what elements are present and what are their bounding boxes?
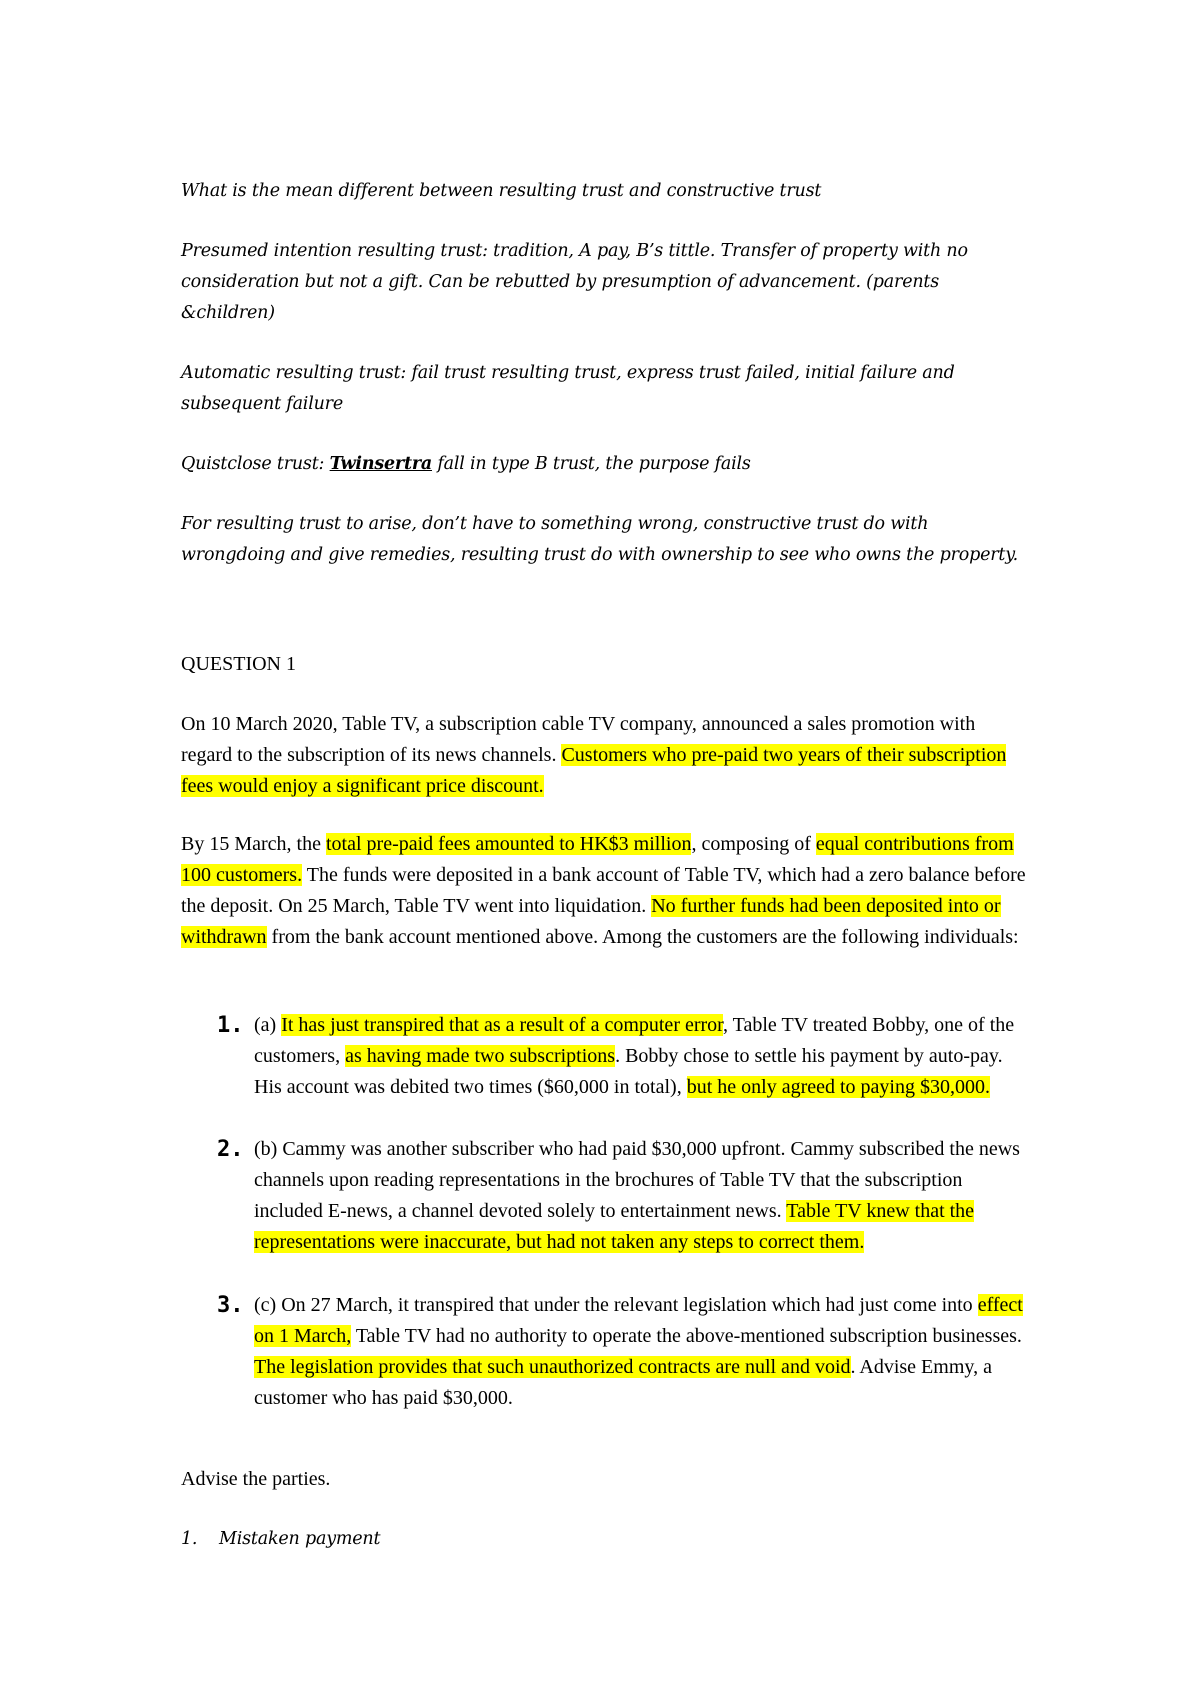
item-c-highlight-2: The legislation provides that such unauthorized contracts are null and void bbox=[254, 1356, 851, 1378]
item-a-text-c: . Bobby chose to settle his payment by auto-pay. His account was debited two times ($60,000 in total), bbox=[254, 1045, 1003, 1098]
q1-highlight: Customers who pre-paid two years of their subscription fees would enjoy a significant price discount. bbox=[181, 744, 1007, 797]
item-c-highlight-1: effect on 1 March, bbox=[254, 1294, 1023, 1347]
notes-quistclose bbox=[181, 449, 1031, 480]
item-c-text-b: Table TV had no authority to operate the above-mentioned subscription businesses. bbox=[351, 1325, 1022, 1347]
quistclose-prefix: Quistclose trust: bbox=[181, 454, 330, 474]
question-paragraph-2 bbox=[181, 829, 1031, 953]
item-a-highlight-1: It has just transpired that as a result of a computer error bbox=[281, 1014, 724, 1036]
q1-text: On 10 March 2020, Table TV, a subscription cable TV company, announced a sales promotion with regard to the subscription of its news channels. bbox=[181, 713, 976, 766]
advise-parties: Advise the parties. bbox=[181, 1468, 331, 1490]
q2-highlight-1: total pre-paid fees amounted to HK$3 million bbox=[325, 833, 692, 855]
case-name-twinsertra: Twinsertra bbox=[329, 454, 432, 474]
answer-heading bbox=[181, 1524, 1031, 1555]
item-a-text: (a) bbox=[254, 1014, 282, 1036]
notes-heading: What is the mean different between resulting trust and constructive trust bbox=[181, 181, 822, 201]
q2-text-d: from the bank account mentioned above. Among the customers are the following individuals: bbox=[266, 926, 1019, 948]
item-a-highlight-2: as having made two subscriptions bbox=[345, 1045, 616, 1067]
notes-presumed-intention: Presumed intention resulting trust: tradition, A pay, B’s tittle. Transfer of property with no consideration but not a gift. Can be rebutted by presumption of advancement. (parents &children) bbox=[181, 241, 968, 323]
list-item-text bbox=[254, 1290, 1029, 1414]
list-number: 3. bbox=[217, 1293, 244, 1318]
item-c-text-c: . Advise Emmy, a customer who has paid $30,000. bbox=[254, 1356, 992, 1409]
list-item-text bbox=[254, 1010, 1029, 1103]
notes-comparison: For resulting trust to arise, don’t have to something wrong, constructive trust do with wrongdoing and give remedies, resulting trust do with ownership to see who owns the property. bbox=[181, 514, 1018, 565]
list-number: 2. bbox=[217, 1137, 244, 1162]
answer-heading-text: Mistaken payment bbox=[219, 1529, 381, 1549]
item-a-highlight-3: but he only agreed to paying $30,000. bbox=[686, 1076, 990, 1098]
answer-number: 1. bbox=[181, 1529, 198, 1549]
quistclose-suffix: fall in type B trust, the purpose fails bbox=[432, 454, 751, 474]
question-paragraph-1 bbox=[181, 709, 1031, 802]
item-c-text: (c) On 27 March, it transpired that under the relevant legislation which had just come into bbox=[254, 1294, 978, 1316]
list-item-text bbox=[254, 1134, 1029, 1258]
q2-highlight-2: equal contributions from 100 customers. bbox=[181, 833, 1014, 886]
item-b-text: (b) Cammy was another subscriber who had paid $30,000 upfront. Cammy subscribed the news channels upon reading representations in the brochures of Table TV that the subscription included E-news, a channel devoted solely to entertainment news. bbox=[254, 1138, 1020, 1222]
q2-text-b: , composing of bbox=[691, 833, 816, 855]
item-a-text-b: , Table TV treated Bobby, one of the customers, bbox=[254, 1014, 1015, 1067]
q2-text-c: The funds were deposited in a bank account of Table TV, which had a zero balance before the deposit. On 25 March, Table TV went into liquidation. bbox=[181, 864, 1026, 917]
question-title: QUESTION 1 bbox=[181, 653, 296, 675]
list-number: 1. bbox=[217, 1013, 244, 1038]
q2-highlight-3: No further funds had been deposited into or withdrawn bbox=[181, 895, 1001, 948]
notes-automatic-resulting: Automatic resulting trust: fail trust resulting trust, express trust failed, initial failure and subsequent failure bbox=[181, 363, 955, 414]
item-b-highlight: Table TV knew that the representations were inaccurate, but had not taken any steps to correct them. bbox=[254, 1200, 975, 1253]
q2-text-a: By 15 March, the bbox=[181, 833, 326, 855]
